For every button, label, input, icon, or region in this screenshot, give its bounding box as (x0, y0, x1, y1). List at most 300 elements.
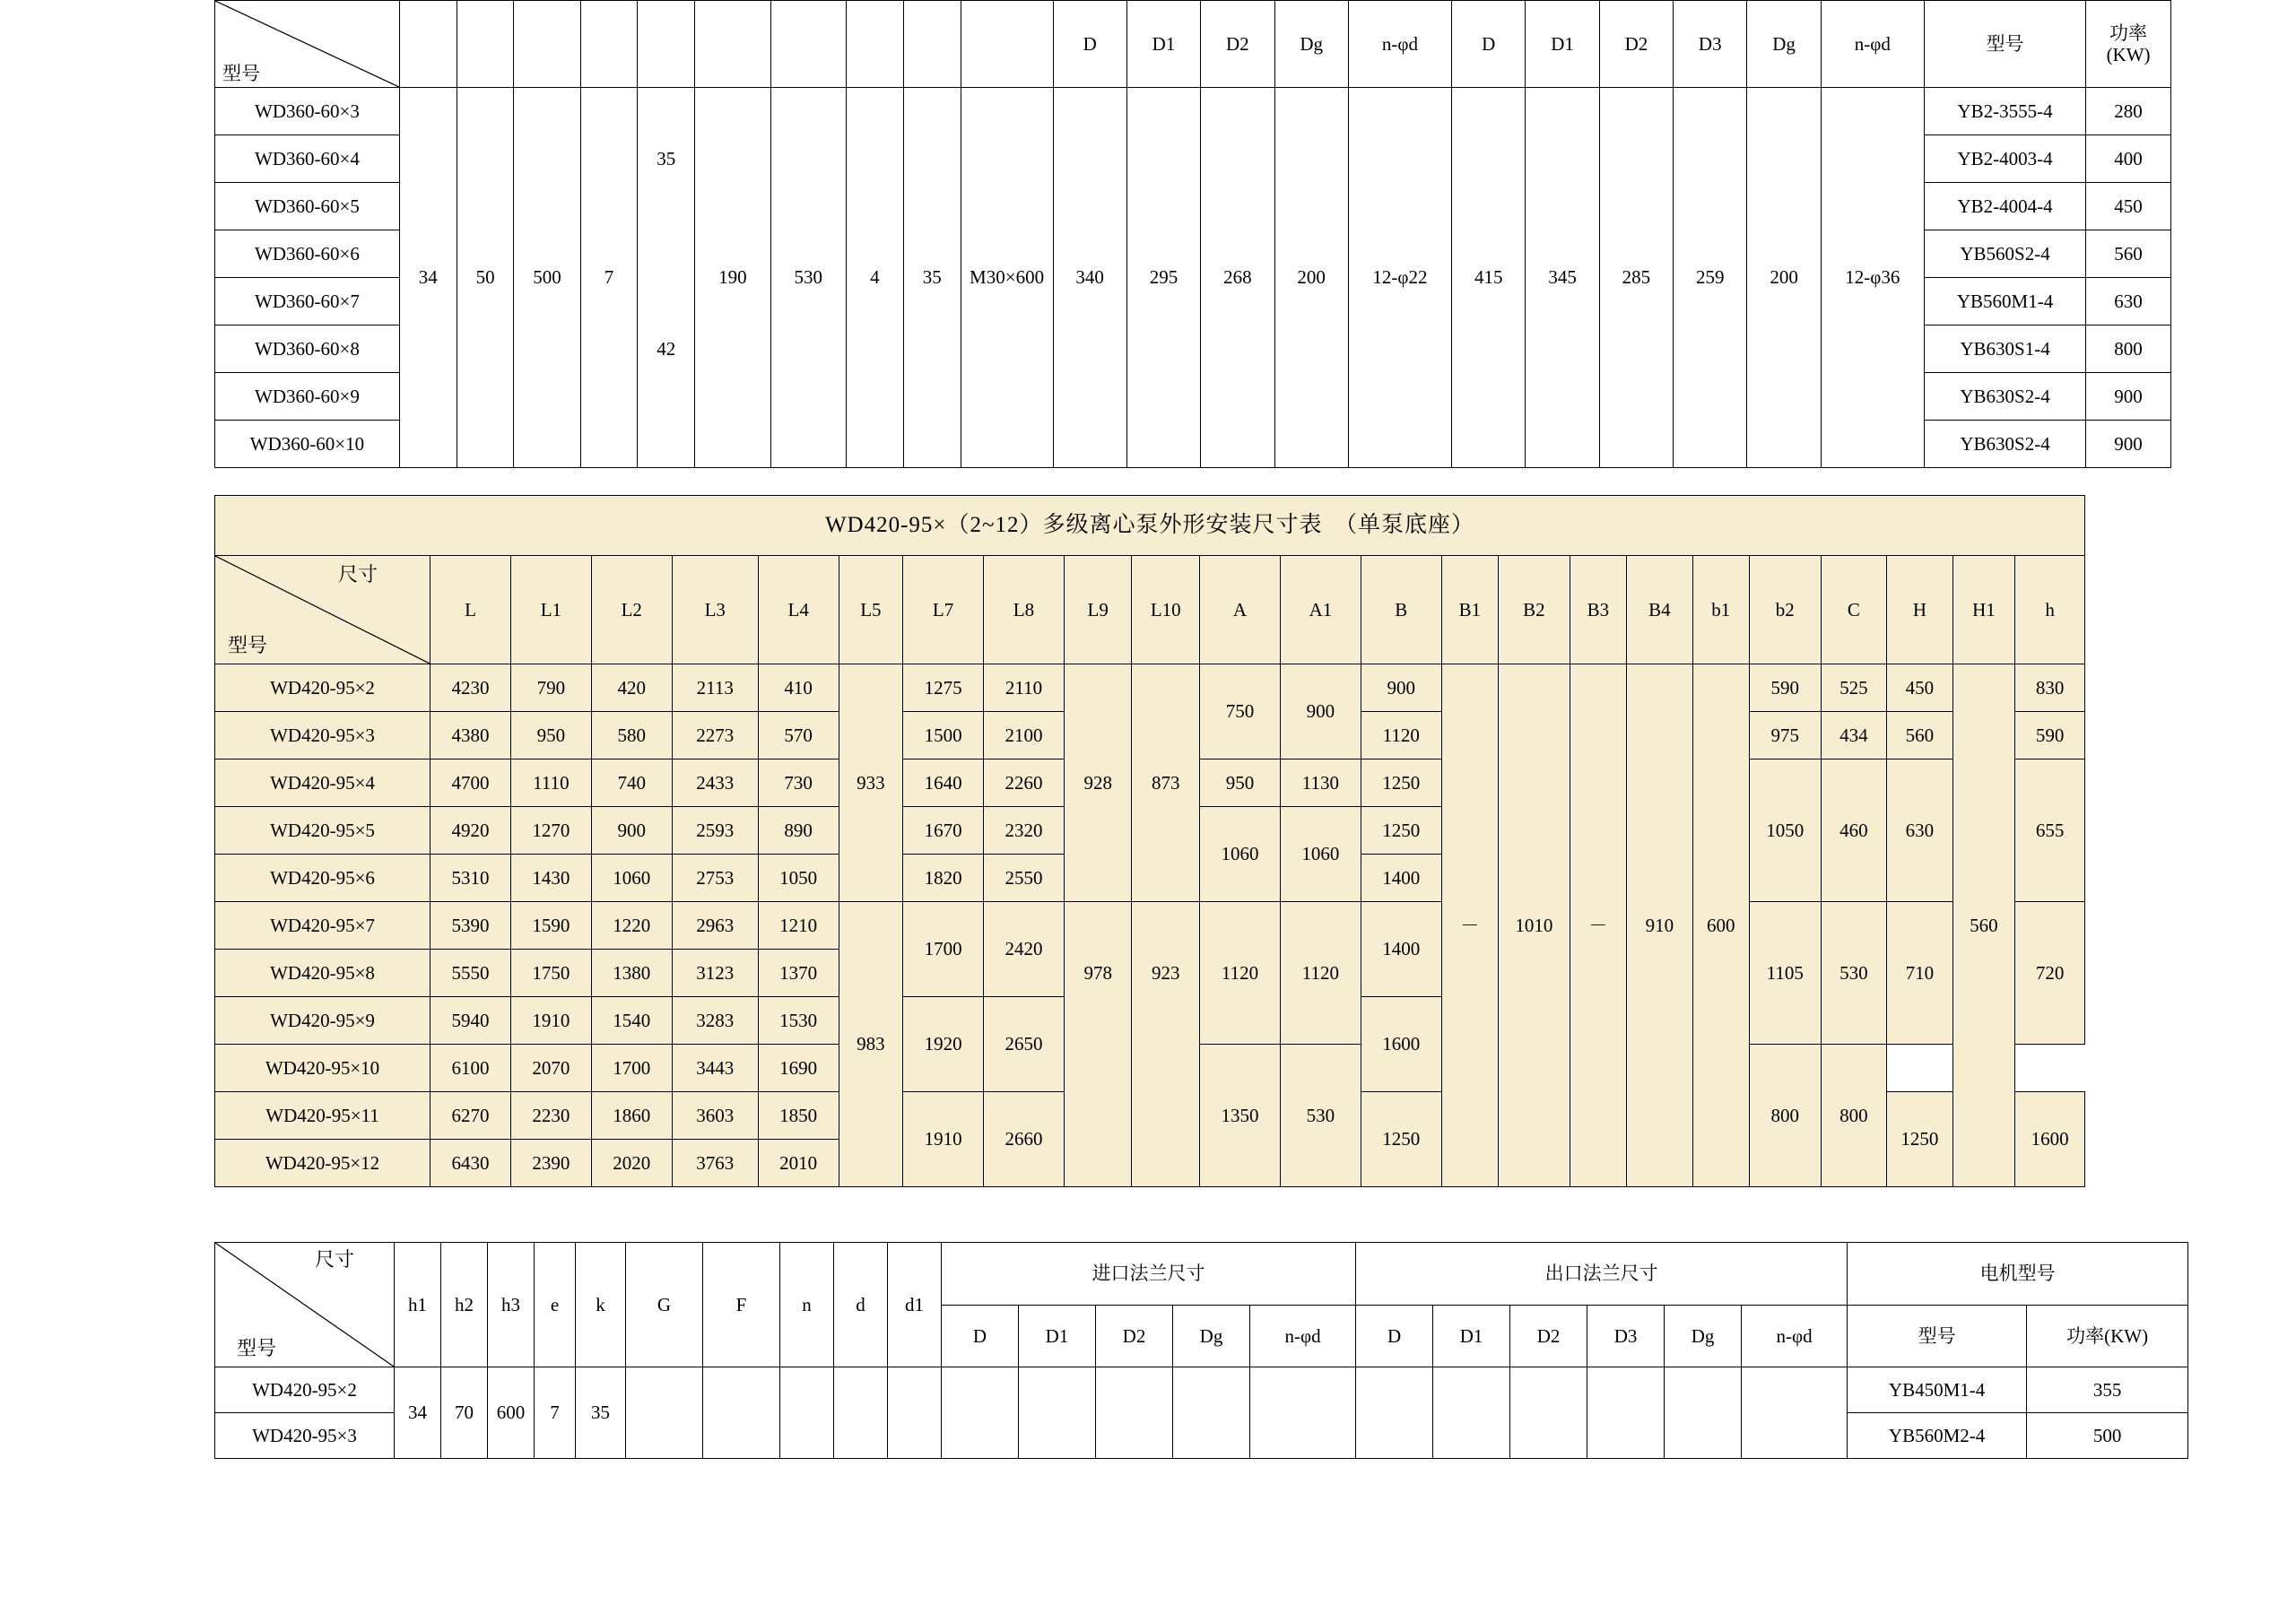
table1-val-k-bottom: 42 (638, 230, 695, 468)
table2-A: 750 (1200, 664, 1281, 759)
table2-B: 1400 (1361, 902, 1441, 997)
table2-L10-lower: 923 (1132, 902, 1200, 1045)
table3-header-out-D2: D2 (1510, 1305, 1587, 1367)
table2-L4: 1050 (758, 855, 839, 902)
table2-L4: 1530 (758, 997, 839, 1045)
table1-blank-G (695, 1, 770, 88)
table3-val-out-nd (1742, 1367, 1848, 1459)
table1-blank-k (638, 1, 695, 88)
table1-val-F: 530 (770, 88, 846, 468)
table2-L7: 1640 (903, 759, 984, 807)
table1-model: WD360-60×5 (215, 183, 400, 230)
table2-L3: 3443 (672, 1045, 758, 1092)
table1-header-motor-model: 型号 (1925, 1, 2086, 88)
table2-model: WD420-95×7 (215, 902, 430, 950)
table2-header-b1: b1 (1692, 556, 1749, 664)
table2-b2: 590 (1749, 664, 1821, 712)
table3-header-G: G (626, 1243, 703, 1367)
table2-header-row (215, 556, 2085, 664)
table2-L2: 580 (591, 712, 672, 759)
table2-L8: 2320 (984, 807, 1065, 855)
table3-corner-cell (215, 1243, 395, 1367)
table3-group-header-row (215, 1243, 2188, 1306)
table2-A1: 1120 (1280, 902, 1361, 1045)
table2-model: WD420-95×8 (215, 950, 430, 997)
table1-blank-d1 (961, 1, 1053, 88)
table2-model: WD420-95×9 (215, 997, 430, 1045)
table1-val-in-D2: 268 (1201, 88, 1274, 468)
table2-L5-lower: 983 (839, 902, 903, 1187)
table3-val-h2: 70 (441, 1367, 488, 1459)
table3-val-G (626, 1367, 703, 1459)
table2-L4: 1210 (758, 902, 839, 950)
table2-B: 900 (1361, 664, 1441, 712)
table2-L1: 1110 (510, 759, 591, 807)
corner-diagonal (215, 1, 399, 87)
table3-val-out-D1 (1433, 1367, 1510, 1459)
table2-model: WD420-95×3 (215, 712, 430, 759)
table2-L2: 1380 (591, 950, 672, 997)
table1-motor-model: YB560M1-4 (1925, 278, 2086, 325)
table1-blank-e (580, 1, 638, 88)
table2-header-B4: B4 (1627, 556, 1693, 664)
table2-header-L1: L1 (510, 556, 591, 664)
table1-header-in-nd: n-φd (1348, 1, 1451, 88)
table1-motor-power: 630 (2086, 278, 2171, 325)
table1-motor-model: YB2-3555-4 (1925, 88, 2086, 135)
table2-L1: 950 (510, 712, 591, 759)
table2-B: 1600 (1361, 997, 1441, 1092)
table2-L4: 1850 (758, 1092, 839, 1140)
table2-L8: 2660 (984, 1092, 1065, 1187)
table1-motor-model: YB630S1-4 (1925, 325, 2086, 373)
table2-L3: 2433 (672, 759, 758, 807)
table2-header-L10: L10 (1132, 556, 1200, 664)
table1-motor-power: 280 (2086, 88, 2171, 135)
table2-L2: 2020 (591, 1140, 672, 1187)
table2-L: 4920 (430, 807, 511, 855)
table2-b2: 1105 (1749, 902, 1821, 1045)
table2-H: 630 (1887, 759, 1953, 902)
table1-model: WD360-60×4 (215, 135, 400, 183)
table2-L3: 2963 (672, 902, 758, 950)
table2-header-B3: B3 (1570, 556, 1626, 664)
table3-val-k: 35 (576, 1367, 626, 1459)
table2-L3: 2753 (672, 855, 758, 902)
table1-blank-F (770, 1, 846, 88)
table1-val-out-D2: 285 (1599, 88, 1673, 468)
table2-L8: 2650 (984, 997, 1065, 1092)
table-wd420-flange-motor (214, 1242, 2188, 1459)
table2-header-h: h (2015, 556, 2085, 664)
table2-L: 4700 (430, 759, 511, 807)
table2-H: 450 (1887, 664, 1953, 712)
table2-L4: 1370 (758, 950, 839, 997)
table1-model: WD360-60×7 (215, 278, 400, 325)
table-wd420-dimensions (214, 495, 2085, 1187)
table2-header-B: B (1361, 556, 1441, 664)
table2-header-L7: L7 (903, 556, 984, 664)
table2-L3: 3603 (672, 1092, 758, 1140)
table2-corner-cell (215, 556, 430, 664)
table2-header-L5: L5 (839, 556, 903, 664)
table2-L8: 2110 (984, 664, 1065, 712)
table2-header-A: A (1200, 556, 1281, 664)
table3-header-d: d (834, 1243, 888, 1367)
table2-A1: 1130 (1280, 759, 1361, 807)
table2-header-A1: A1 (1280, 556, 1361, 664)
table2-B: 1250 (1361, 759, 1441, 807)
table2-A: 1120 (1200, 902, 1281, 1045)
table2-L9-upper: 928 (1064, 664, 1132, 902)
table2-L: 5310 (430, 855, 511, 902)
table2-B: 1600 (2015, 1092, 2085, 1187)
table2-h: 800 (1821, 1045, 1887, 1187)
table2-L3: 3283 (672, 997, 758, 1045)
table2-corner-top-label: 尺寸 (338, 563, 378, 586)
table2-C: 530 (1280, 1045, 1361, 1187)
table1-corner-cell (215, 1, 400, 88)
table2-L10-upper: 873 (1132, 664, 1200, 902)
table1-val-in-D1: 295 (1126, 88, 1200, 468)
table2-L8: 2260 (984, 759, 1065, 807)
table2-H: 800 (1749, 1045, 1821, 1187)
table-row (215, 664, 2085, 712)
table2-model: WD420-95×4 (215, 759, 430, 807)
table3-header-h1: h1 (395, 1243, 441, 1367)
table1-blank-n (846, 1, 903, 88)
table1-blank-h3 (514, 1, 580, 88)
table2-L: 6430 (430, 1140, 511, 1187)
table3-header-in-Dg: Dg (1173, 1305, 1250, 1367)
table2-C: 460 (1821, 759, 1887, 902)
table1-val-d1: M30×600 (961, 88, 1053, 468)
table2-L7: 1670 (903, 807, 984, 855)
table2-L2: 1700 (591, 1045, 672, 1092)
table2-L8: 2420 (984, 902, 1065, 997)
table3-val-h1: 34 (395, 1367, 441, 1459)
table2-L9-lower2 (1064, 1045, 1132, 1187)
table2-L: 5550 (430, 950, 511, 997)
table2-B: 1250 (1361, 807, 1441, 855)
table1-header-out-D2: D2 (1599, 1, 1673, 88)
table2-header-H1: H1 (1952, 556, 2014, 664)
table1-blank-d (903, 1, 961, 88)
table2-C: 434 (1821, 712, 1887, 759)
table3-val-out-Dg (1665, 1367, 1742, 1459)
table2-L4: 1690 (758, 1045, 839, 1092)
table2-L1: 2390 (510, 1140, 591, 1187)
table1-val-out-nd: 12-φ36 (1821, 88, 1924, 468)
table2-B1: － (1441, 664, 1498, 1187)
table1-val-h2: 50 (457, 88, 514, 468)
table3-motor-power: 500 (2027, 1413, 2188, 1459)
table1-motor-power: 800 (2086, 325, 2171, 373)
table2-L3: 2113 (672, 664, 758, 712)
power-label-line1: 功率 (2109, 22, 2148, 44)
table2-h: 655 (2015, 759, 2085, 902)
table2-b1: 600 (1692, 664, 1749, 1187)
table2-L5-upper: 933 (839, 664, 903, 902)
table1-motor-power: 400 (2086, 135, 2171, 183)
table2-L: 6270 (430, 1092, 511, 1140)
table3-header-e: e (535, 1243, 576, 1367)
table2-L7: 1910 (903, 1092, 984, 1187)
table2-L: 5390 (430, 902, 511, 950)
table2-header-L8: L8 (984, 556, 1065, 664)
table2-A1: 1250 (1887, 1092, 1953, 1187)
table2-A1: 1060 (1280, 807, 1361, 902)
table2-L4: 730 (758, 759, 839, 807)
table1-motor-model: YB560S2-4 (1925, 230, 2086, 278)
table3-header-in-D1: D1 (1019, 1305, 1096, 1367)
table2-L2: 740 (591, 759, 672, 807)
power-label-line2: (KW) (2106, 44, 2151, 65)
table2-corner-bottom-label: 型号 (228, 633, 268, 656)
table1-header-in-D1: D1 (1126, 1, 1200, 88)
table2-L1: 1590 (510, 902, 591, 950)
table2-L1: 1430 (510, 855, 591, 902)
table3-header-motor-power: 功率(KW) (2027, 1305, 2188, 1367)
table2-L1: 1270 (510, 807, 591, 855)
table2-L2: 1220 (591, 902, 672, 950)
corner-diagonal (215, 556, 430, 664)
table2-L1: 2070 (510, 1045, 591, 1092)
table3-header-out-nd: n-φd (1742, 1305, 1848, 1367)
table3-header-in-D: D (942, 1305, 1019, 1367)
table2-L1: 1910 (510, 997, 591, 1045)
table1-blank-h2 (457, 1, 514, 88)
table2-header-L9: L9 (1064, 556, 1132, 664)
table2-title: WD420-95×（2~12）多级离心泵外形安装尺寸表 （单泵底座） (215, 496, 2085, 556)
table2-A1: 900 (1280, 664, 1361, 759)
table2-header-C: C (1821, 556, 1887, 664)
table3-val-out-D (1356, 1367, 1433, 1459)
table2-L2: 900 (591, 807, 672, 855)
table2-L7: 1820 (903, 855, 984, 902)
table3-model: WD420-95×3 (215, 1413, 395, 1459)
table3-val-in-nd (1250, 1367, 1356, 1459)
table2-L2: 1060 (591, 855, 672, 902)
table2-B: 1120 (1361, 712, 1441, 759)
table2-model: WD420-95×12 (215, 1140, 430, 1187)
table1-model: WD360-60×8 (215, 325, 400, 373)
table2-header-B2: B2 (1499, 556, 1570, 664)
table3-header-out-Dg: Dg (1665, 1305, 1742, 1367)
table1-header-out-D3: D3 (1674, 1, 1747, 88)
table3-group-outlet: 出口法兰尺寸 (1356, 1243, 1848, 1306)
table2-title-row (215, 496, 2085, 556)
table3-header-h3: h3 (488, 1243, 535, 1367)
table2-L2: 1540 (591, 997, 672, 1045)
table3-header-h2: h2 (441, 1243, 488, 1367)
table2-model: WD420-95×10 (215, 1045, 430, 1092)
table3-val-F (703, 1367, 780, 1459)
table2-header-L4: L4 (758, 556, 839, 664)
table3-group-motor: 电机型号 (1848, 1243, 2188, 1306)
table3-val-in-D1 (1019, 1367, 1096, 1459)
table2-A: 1060 (1200, 807, 1281, 902)
table3-motor-model: YB560M2-4 (1848, 1413, 2027, 1459)
table2-model: WD420-95×5 (215, 807, 430, 855)
table3-val-d1 (888, 1367, 942, 1459)
table3-header-F: F (703, 1243, 780, 1367)
table3-group-inlet: 进口法兰尺寸 (942, 1243, 1356, 1306)
table2-B4: 910 (1627, 664, 1693, 1187)
table1-val-n: 4 (846, 88, 903, 468)
table3-val-in-Dg (1173, 1367, 1250, 1459)
table1-motor-model: YB630S2-4 (1925, 373, 2086, 421)
table2-b2: 1350 (1200, 1045, 1281, 1187)
table3-corner-top-label: 尺寸 (314, 1248, 354, 1271)
table-row (215, 88, 2171, 135)
table1-header-in-D: D (1053, 1, 1126, 88)
table2-L3: 3763 (672, 1140, 758, 1187)
table2-L10-lower2 (1132, 1045, 1200, 1187)
table1-header-out-nd: n-φd (1821, 1, 1924, 88)
table2-L1: 1750 (510, 950, 591, 997)
table2-B2: 1010 (1499, 664, 1570, 1187)
table3-header-out-D: D (1356, 1305, 1433, 1367)
table2-b2: 975 (1749, 712, 1821, 759)
table3-header-motor-model: 型号 (1848, 1305, 2027, 1367)
table2-h: 830 (2015, 664, 2085, 712)
table3-model: WD420-95×2 (215, 1367, 395, 1413)
table2-L1: 2230 (510, 1092, 591, 1140)
table1-header-in-D2: D2 (1201, 1, 1274, 88)
table2-L8: 2100 (984, 712, 1065, 759)
table1-val-in-Dg: 200 (1274, 88, 1348, 468)
table2-header-L2: L2 (591, 556, 672, 664)
table2-B: 1400 (1361, 855, 1441, 902)
table-row (215, 1367, 2188, 1413)
table2-L3: 2593 (672, 807, 758, 855)
table1-val-in-D: 340 (1053, 88, 1126, 468)
table2-L2: 1860 (591, 1092, 672, 1140)
table3-header-out-D1: D1 (1433, 1305, 1510, 1367)
table2-C: 525 (1821, 664, 1887, 712)
corner-diagonal (215, 1243, 394, 1367)
table1-model: WD360-60×6 (215, 230, 400, 278)
table1-motor-power: 560 (2086, 230, 2171, 278)
table3-motor-model: YB450M1-4 (1848, 1367, 2027, 1413)
table2-H: 560 (1887, 712, 1953, 759)
table2-header-b2: b2 (1749, 556, 1821, 664)
table2-header-L3: L3 (672, 556, 758, 664)
table2-h: 590 (2015, 712, 2085, 759)
table1-val-out-D3: 259 (1674, 88, 1747, 468)
table1-val-out-D1: 345 (1526, 88, 1599, 468)
table2-header-B1: B1 (1441, 556, 1498, 664)
table2-L4: 2010 (758, 1140, 839, 1187)
table1-motor-model: YB2-4003-4 (1925, 135, 2086, 183)
table3-header-d1: d1 (888, 1243, 942, 1367)
table2-L9-lower: 978 (1064, 902, 1132, 1045)
table1-val-k-top: 35 (638, 88, 695, 230)
table2-C: 530 (1821, 902, 1887, 1045)
table3-val-out-D2 (1510, 1367, 1587, 1459)
table3-header-in-nd: n-φd (1250, 1305, 1356, 1367)
table2-model: WD420-95×2 (215, 664, 430, 712)
table2-L3: 3123 (672, 950, 758, 997)
table2-L3: 2273 (672, 712, 758, 759)
table2-L2: 420 (591, 664, 672, 712)
table1-model: WD360-60×10 (215, 421, 400, 468)
table1-val-h1: 34 (399, 88, 457, 468)
table2-L: 6100 (430, 1045, 511, 1092)
table3-header-in-D2: D2 (1096, 1305, 1173, 1367)
table1-header-in-Dg: Dg (1274, 1, 1348, 88)
table3-val-in-D (942, 1367, 1019, 1459)
table2-L: 4380 (430, 712, 511, 759)
table2-model: WD420-95×6 (215, 855, 430, 902)
table3-val-h3: 600 (488, 1367, 535, 1459)
table-wd360-flange-motor (214, 0, 2171, 468)
table1-model: WD360-60×3 (215, 88, 400, 135)
table2-model: WD420-95×11 (215, 1092, 430, 1140)
table3-val-in-D2 (1096, 1367, 1173, 1459)
table2-L4: 410 (758, 664, 839, 712)
table2-L: 4230 (430, 664, 511, 712)
table2-H1: 560 (1952, 664, 2014, 1187)
table2-header-L: L (430, 556, 511, 664)
table1-val-out-Dg: 200 (1747, 88, 1821, 468)
table3-motor-power: 355 (2027, 1367, 2188, 1413)
table1-motor-power: 450 (2086, 183, 2171, 230)
table3-val-n (780, 1367, 834, 1459)
table2-L1: 790 (510, 664, 591, 712)
table3-header-out-D3: D3 (1587, 1305, 1665, 1367)
table1-val-h3: 500 (514, 88, 580, 468)
table-row (215, 1045, 2085, 1092)
table2-A: 950 (1200, 759, 1281, 807)
table1-header-out-D1: D1 (1526, 1, 1599, 88)
table2-H: 710 (1887, 902, 1953, 1045)
table3-val-out-D3 (1587, 1367, 1665, 1459)
table-row (215, 902, 2085, 950)
table2-A: 1250 (1361, 1092, 1441, 1187)
table1-val-out-D: 415 (1452, 88, 1526, 468)
table1-header-out-D: D (1452, 1, 1526, 88)
table2-header-H: H (1887, 556, 1953, 664)
table1-val-d: 35 (903, 88, 961, 468)
table1-motor-power: 900 (2086, 373, 2171, 421)
table1-val-in-nd: 12-φ22 (1348, 88, 1451, 468)
table2-L4: 570 (758, 712, 839, 759)
table2-B3: － (1570, 664, 1626, 1187)
table2-L4: 890 (758, 807, 839, 855)
table1-blank-h1 (399, 1, 457, 88)
table3-val-d (834, 1367, 888, 1459)
table1-model: WD360-60×9 (215, 373, 400, 421)
table2-L8: 2550 (984, 855, 1065, 902)
table2-b2: 1050 (1749, 759, 1821, 902)
table1-header-motor-power (2086, 1, 2171, 88)
table3-corner-bottom-label: 型号 (237, 1336, 277, 1359)
table3-val-e: 7 (535, 1367, 576, 1459)
table1-header-out-Dg: Dg (1747, 1, 1821, 88)
table2-L7: 1500 (903, 712, 984, 759)
table2-L7: 1920 (903, 997, 984, 1092)
table1-motor-model: YB630S2-4 (1925, 421, 2086, 468)
table1-val-G: 190 (695, 88, 770, 468)
table1-motor-power: 900 (2086, 421, 2171, 468)
table3-header-k: k (576, 1243, 626, 1367)
table2-h: 720 (2015, 902, 2085, 1045)
table2-L: 5940 (430, 997, 511, 1045)
table2-L7: 1275 (903, 664, 984, 712)
table1-val-e: 7 (580, 88, 638, 468)
